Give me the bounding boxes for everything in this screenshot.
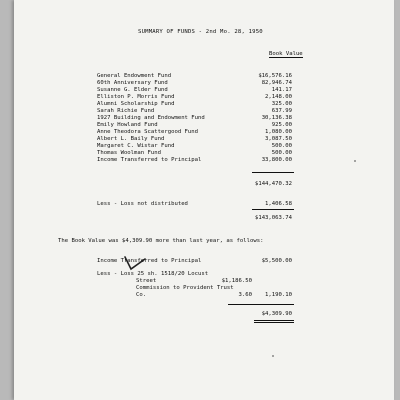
- total-value: $143,063.74: [254, 215, 292, 221]
- loss-line-3: Commission to Provident Trust: [136, 285, 234, 291]
- column-header-book-value: Book Value: [269, 51, 303, 57]
- fund-name: Elliston P. Morris Fund: [97, 94, 175, 100]
- fund-value: 500.00: [271, 143, 292, 149]
- summary-sentence: The Book Value was $4,309.90 more than last year, as follows:: [58, 238, 264, 244]
- fund-name: 60th Anniversary Fund: [97, 80, 168, 86]
- fund-value: 1,080.00: [265, 129, 292, 135]
- net-rule-bottom-2: [254, 322, 294, 323]
- loss-value-1: $1,186.50: [221, 278, 252, 284]
- loss-line-2: Street: [136, 278, 157, 284]
- fund-name: Income Transferred to Principal: [97, 157, 202, 163]
- fund-name: 1927 Building and Endowment Fund: [97, 115, 205, 121]
- loss-value-2: 3.60: [238, 292, 252, 298]
- fund-value: 141.17: [271, 87, 292, 93]
- fund-value: 925.00: [271, 122, 292, 128]
- document-title: SUMMARY OF FUNDS - 2nd Mo. 28, 1950: [138, 29, 263, 35]
- paper-speck: [354, 160, 356, 162]
- fund-value: 3,087.50: [265, 136, 292, 142]
- fund-value: 82,946.74: [261, 80, 292, 86]
- less-loss-value: 1,406.58: [265, 201, 292, 207]
- net-rule-top: [228, 304, 294, 305]
- loss-line-1: Less - Loss 25 sh. 1518/20 Locust: [97, 271, 209, 277]
- loss-line-4: Co.: [136, 292, 147, 298]
- total-rule: [252, 209, 294, 210]
- subtotal-value: $144,470.32: [254, 181, 292, 187]
- fund-value: 637.99: [271, 108, 292, 114]
- fund-name: Thomas Woolman Fund: [97, 150, 161, 156]
- fund-value: 30,136.38: [261, 115, 292, 121]
- subtotal-rule: [252, 172, 294, 173]
- document-page: [14, 0, 394, 400]
- fund-value: 2,148.00: [265, 94, 292, 100]
- paper-speck: [272, 355, 274, 357]
- fund-name: Emily Howland Fund: [97, 122, 158, 128]
- fund-name: Alumni Scholarship Fund: [97, 101, 175, 107]
- net-total-value: $4,309.90: [261, 311, 292, 317]
- fund-name: Susanne G. Elder Fund: [97, 87, 168, 93]
- fund-name: General Endowment Fund: [97, 73, 172, 79]
- less-loss-label: Less - Loss not distributed: [97, 201, 188, 207]
- loss-total-value: 1,190.10: [265, 292, 292, 298]
- fund-value: $16,576.16: [258, 73, 292, 79]
- fund-value: 33,800.00: [261, 157, 292, 163]
- increase-label: Income Transferred to Principal: [97, 258, 202, 264]
- fund-name: Margaret C. Wistar Fund: [97, 143, 175, 149]
- fund-value: 500.00: [271, 150, 292, 156]
- increase-value: $5,500.00: [261, 258, 292, 264]
- fund-name: Anne Theodora Scattergood Fund: [97, 129, 199, 135]
- net-rule-bottom-1: [254, 320, 294, 321]
- fund-name: Albert L. Baily Fund: [97, 136, 165, 142]
- fund-name: Sarah Richie Fund: [97, 108, 155, 114]
- fund-value: 325.00: [271, 101, 292, 107]
